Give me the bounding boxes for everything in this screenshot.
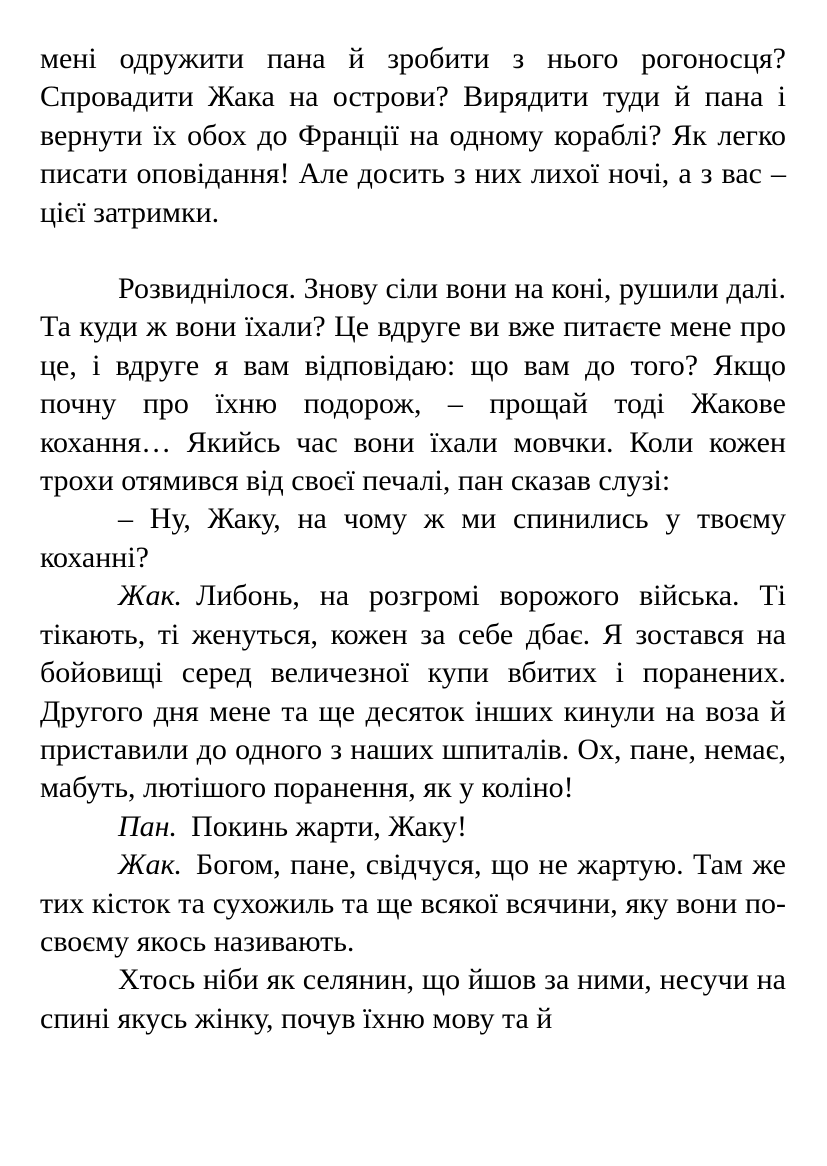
dialogue-text: Покинь жарти, Жаку! <box>191 809 467 843</box>
dialogue-text: Либонь, на розгромі ворожого війська. Ті тікають, ті женуться, кожен за себе дбає. Я зостався на бойовищі серед величезної купи вбитих і поранених. Другого дня мене та ще десяток інших кинули на воза й приставили до одного з наших шпиталів. Ох, пане, немає, мабуть, лютішого поранення, як у коліно! <box>40 579 786 805</box>
speaker-name: Жак. <box>118 579 183 613</box>
dialogue-line-1: – Ну, Жаку, на чому ж ми спинились у твоєму коханні? <box>40 502 786 574</box>
dialogue-jacques-2 <box>40 846 786 961</box>
dialogue-master-1 <box>40 808 786 846</box>
book-page <box>40 40 786 1038</box>
paragraph-gap <box>40 232 786 270</box>
paragraph-1: мені одружити пана й зробити з нього рогоносця? Спровадити Жака на острови? Вирядити туди й пана і вернути їх обох до Франції на одному кораблі? Як легко писати оповідання! Але досить з них лихої ночі, а з вас – цієї затримки. <box>40 42 786 229</box>
speaker-name: Пан. <box>118 809 178 843</box>
paragraph-last: Хтось ніби як селянин, що йшов за ними, несучи на спині якусь жінку, почув їхню мову та й <box>40 963 786 1035</box>
speaker-name: Жак. <box>118 848 183 882</box>
dialogue-jacques-1 <box>40 577 786 807</box>
paragraph-2: Розвиднілося. Знову сіли вони на коні, рушили далі. Та куди ж вони їхали? Це вдруге ви вже питаєте мене про це, і вдруге я вам відповідаю: що вам до того? Якщо почну про їхню подорож, – прощай тоді Жакове кохання… Якийсь час вони їхали мовчки. Коли кожен трохи отямився від своєї печалі, пан сказав слузі: <box>40 272 786 498</box>
dialogue-text: Богом, пане, свідчуся, що не жартую. Там же тих кісток та сухожиль та ще всякої всячини, яку вони по-своєму якось називають. <box>40 848 786 958</box>
